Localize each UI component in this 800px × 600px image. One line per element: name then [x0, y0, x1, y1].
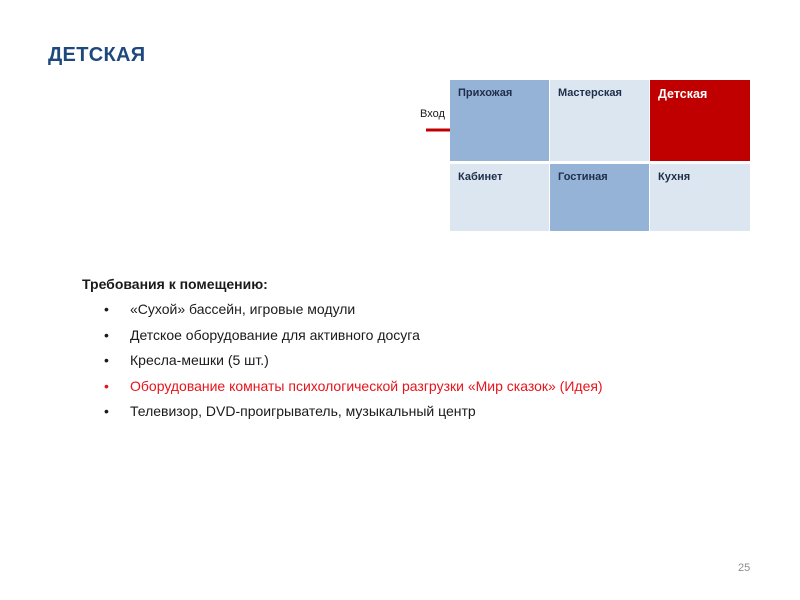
requirements-list: [82, 299, 603, 427]
room-kukhnya: Кухня: [650, 164, 750, 231]
list-item: [82, 325, 603, 351]
list-item-text: «Сухой» бассейн, игровые модули: [130, 301, 356, 317]
list-item-text: Кресла-мешки (5 шт.): [130, 352, 269, 368]
room-gostinaya: Гостиная: [550, 164, 649, 231]
page-number: 25: [738, 562, 751, 574]
bullet-icon: •: [104, 301, 109, 317]
room-masterskaya: Мастерская: [550, 80, 649, 161]
requirements-section: [82, 276, 603, 427]
list-item-text: Телевизор, DVD-проигрыватель, музыкальный центр: [130, 403, 476, 419]
list-item-highlighted: [82, 376, 603, 402]
entrance-label: Вход: [420, 108, 445, 120]
room-kabinet: Кабинет: [450, 164, 549, 231]
list-item: [82, 401, 603, 427]
room-detskaya: Детская: [650, 80, 750, 161]
bullet-icon: •: [104, 403, 109, 419]
list-item-text: Детское оборудование для активного досуга: [130, 326, 420, 343]
list-item-text: Оборудование комнаты психологической разгрузки «Мир сказок» (Идея): [130, 377, 603, 394]
list-item: [82, 299, 603, 325]
bullet-icon: •: [104, 326, 109, 343]
list-item: [82, 350, 603, 376]
floorplan: [450, 80, 750, 232]
bullet-icon: •: [104, 352, 109, 368]
bullet-icon: •: [104, 377, 109, 394]
requirements-heading: Требования к помещению:: [82, 276, 268, 292]
room-prikhozhaya: Прихожая: [450, 80, 549, 161]
slide-title: ДЕТСКАЯ: [48, 44, 146, 66]
